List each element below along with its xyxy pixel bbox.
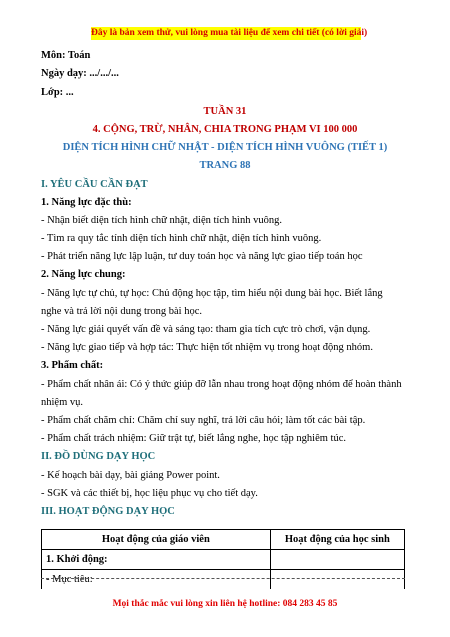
sub2-heading: 2. Năng lực chung: [41, 269, 126, 280]
table-header-row [42, 530, 405, 550]
list-item: - Tìm ra quy tắc tính diện tích hình chữ nhật, diện tích hình vuông. [41, 233, 322, 244]
subject-line: Môn: Toán [41, 50, 91, 61]
list-item: - Phát triển năng lực lập luận, tư duy toán học và năng lực giao tiếp toán học [41, 251, 363, 262]
student-column-header: Hoạt động của học sinh [270, 530, 404, 550]
list-item: - Năng lực giải quyết vấn đề và sáng tạo: tham gia tích cực trò chơi, vận dụng. [41, 324, 371, 335]
list-item: nghe và trả lời nội dung trong bài học. [41, 306, 202, 317]
list-item: - Phẩm chất chăm chỉ: Chăm chỉ suy nghĩ, trả lời câu hỏi; làm tốt các bài tập. [41, 415, 366, 426]
week-title: TUẦN 31 [203, 106, 247, 117]
list-item: - Năng lực giao tiếp và hợp tác: Thực hiện tốt nhiệm vụ trong hoạt động nhóm. [41, 342, 373, 353]
empty-cell [270, 550, 404, 570]
activity-table [41, 529, 405, 589]
list-item: - Kế hoạch bài dạy, bài giảng Power point. [41, 470, 220, 481]
class-line: Lớp: ... [41, 87, 74, 98]
list-item: - Phẩm chất trách nhiệm: Giữ trật tự, biết lắng nghe, học tập nghiêm túc. [41, 433, 347, 444]
sub1-heading: 1. Năng lực đặc thù: [41, 197, 132, 208]
warmup-heading-cell: 1. Khởi động: [42, 550, 271, 570]
list-item: - Phẩm chất nhân ái: Có ý thức giúp đỡ lẫn nhau trong hoạt động nhóm để hoàn thành [41, 379, 402, 390]
lesson-title: DIỆN TÍCH HÌNH CHỮ NHẬT - DIỆN TÍCH HÌNH VUÔNG (TIẾT 1) [62, 142, 388, 153]
sub3-heading: 3. Phẩm chất: [41, 360, 104, 371]
preview-banner: Đây là bản xem thử, vui lòng mua tài liệu để xem chi tiết (có lời giải) [91, 28, 368, 38]
list-item: - Năng lực tự chủ, tự học: Chủ động học tập, tìm hiểu nội dung bài học. Biết lắng [41, 288, 383, 299]
page-ref-title: TRANG 88 [199, 160, 251, 171]
unit-title: 4. CỘNG, TRỪ, NHÂN, CHIA TRONG PHẠM VI 100 000 [92, 124, 358, 135]
section2-heading: II. ĐỒ DÙNG DẠY HỌC [41, 451, 156, 462]
list-item: - SGK và các thiết bị, học liệu phục vụ cho tiết dạy. [41, 488, 258, 499]
section1-heading: I. YÊU CẦU CẦN ĐẠT [41, 179, 148, 190]
list-item: - Nhận biết diện tích hình chữ nhật, diện tích hình vuông. [41, 215, 283, 226]
list-item: nhiệm vụ. [41, 397, 83, 408]
table-row [42, 570, 405, 590]
date-line: Ngày dạy: .../.../... [41, 68, 119, 79]
empty-cell [270, 570, 404, 590]
page-cut-divider [41, 578, 405, 579]
section3-heading: III. HOẠT ĐỘNG DẠY HỌC [41, 506, 175, 517]
table-row [42, 550, 405, 570]
objective-cell: - Mục tiêu: [42, 570, 271, 590]
hotline-footer: Mọi thắc mắc vui lòng xin liên hệ hotline: 084 283 45 85 [112, 599, 338, 609]
teacher-column-header: Hoạt động của giáo viên [42, 530, 271, 550]
